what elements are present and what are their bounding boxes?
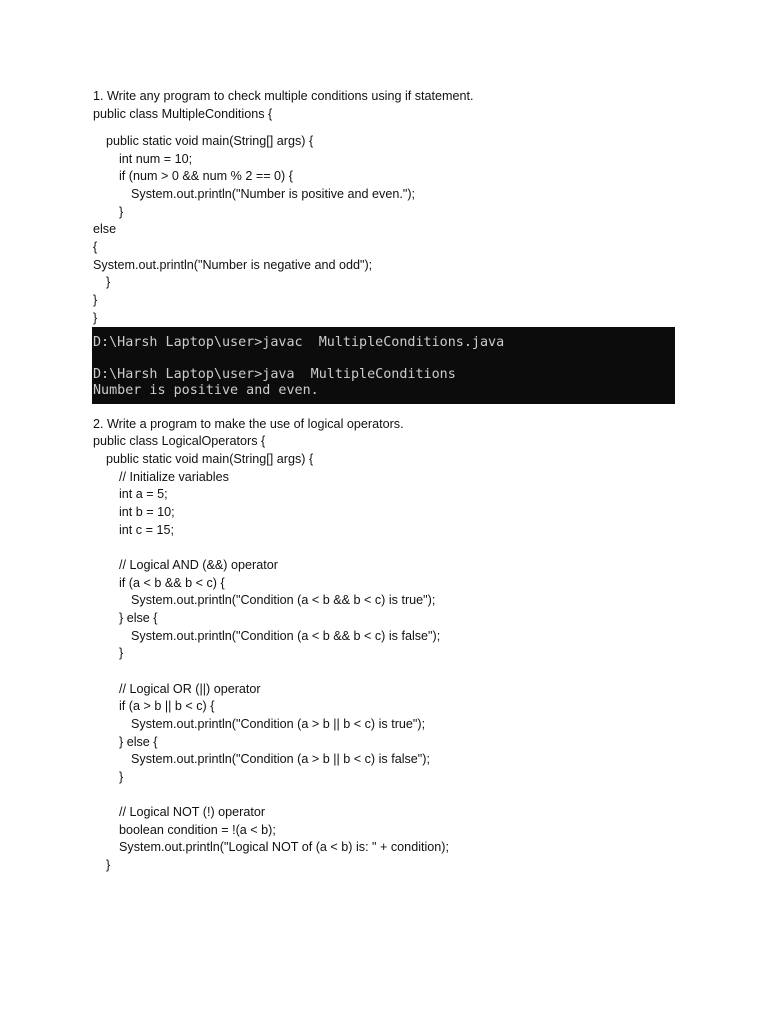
code-line: System.out.println("Number is negative and odd"); — [93, 258, 373, 272]
code-line: } else { — [119, 611, 158, 625]
code-line: int a = 5; — [119, 487, 168, 501]
code-comment: // Logical AND (&&) operator — [119, 558, 278, 572]
terminal-line: D:\Harsh Laptop\user>java MultipleConditions — [93, 367, 456, 382]
question-2-heading: 2. Write a program to make the use of logical operators. — [93, 417, 404, 431]
code-line: } — [93, 293, 98, 307]
code-line: } — [119, 205, 124, 219]
code-line: System.out.println("Number is positive and even."); — [131, 187, 416, 201]
question-1-heading: 1. Write any program to check multiple conditions using if statement. — [93, 89, 474, 103]
code-line: } else { — [119, 735, 158, 749]
code-line: } — [106, 275, 111, 289]
code-line: public static void main(String[] args) { — [106, 452, 314, 466]
code-line: public class LogicalOperators { — [93, 434, 266, 448]
code-line: System.out.println("Logical NOT of (a < b) is: " + condition); — [119, 840, 449, 854]
terminal-line: Number is positive and even. — [93, 383, 319, 398]
terminal-line: D:\Harsh Laptop\user>javac MultipleConditions.java — [93, 335, 505, 350]
code-line: int c = 15; — [119, 523, 174, 537]
code-line: } — [93, 311, 98, 325]
code-line: System.out.println("Condition (a < b && b < c) is true"); — [131, 593, 436, 607]
code-line: } — [119, 646, 124, 660]
code-line: int b = 10; — [119, 505, 175, 519]
code-line: System.out.println("Condition (a > b || b < c) is true"); — [131, 717, 426, 731]
code-line: } — [119, 770, 124, 784]
code-line: System.out.println("Condition (a < b && b < c) is false"); — [131, 629, 441, 643]
terminal-output — [92, 327, 675, 404]
code-line: if (a > b || b < c) { — [119, 699, 215, 713]
code-line: else — [93, 222, 117, 236]
code-line: } — [106, 858, 111, 872]
code-line: if (a < b && b < c) { — [119, 576, 225, 590]
code-line: public class MultipleConditions { — [93, 107, 273, 121]
code-line: boolean condition = !(a < b); — [119, 823, 276, 837]
code-comment: // Initialize variables — [119, 470, 229, 484]
code-comment: // Logical OR (||) operator — [119, 682, 261, 696]
code-line: int num = 10; — [119, 152, 193, 166]
code-comment: // Logical NOT (!) operator — [119, 805, 266, 819]
code-line: public static void main(String[] args) { — [106, 134, 314, 148]
code-line: { — [93, 240, 98, 254]
code-line: if (num > 0 && num % 2 == 0) { — [119, 169, 293, 183]
code-line: System.out.println("Condition (a > b || b < c) is false"); — [131, 752, 430, 766]
